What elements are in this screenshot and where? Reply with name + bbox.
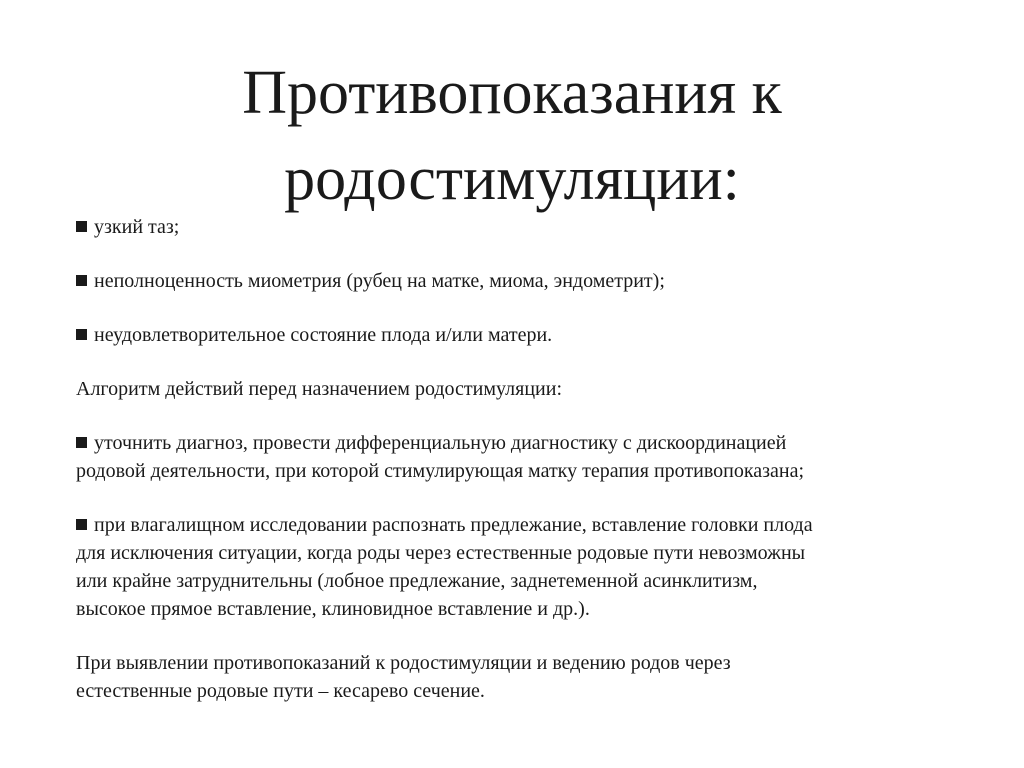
list-item-myometrium bbox=[76, 267, 976, 295]
list-item-fetus-condition bbox=[76, 321, 976, 349]
square-bullet-icon bbox=[76, 437, 87, 448]
square-bullet-icon bbox=[76, 221, 87, 232]
item-text-line-3: или крайне затруднительны (лобное предлежание, заднетеменной асинклитизм, bbox=[76, 570, 758, 592]
conclusion-line-2: естественные родовые пути – кесарево сечение. bbox=[76, 680, 485, 702]
square-bullet-icon bbox=[76, 275, 87, 286]
item-text: неудовлетворительное состояние плода и/или матери. bbox=[94, 324, 553, 346]
item-text-line-2: для исключения ситуации, когда роды через естественные родовые пути невозможны bbox=[76, 542, 806, 564]
item-text: узкий таз; bbox=[94, 216, 180, 238]
list-item-examination bbox=[76, 511, 976, 623]
square-bullet-icon bbox=[76, 519, 87, 530]
list-item-diagnosis bbox=[76, 429, 976, 485]
title-line-1: Противопоказания к bbox=[242, 59, 782, 127]
slide-title bbox=[0, 50, 1024, 222]
slide-body bbox=[76, 213, 976, 731]
conclusion-paragraph bbox=[76, 649, 976, 705]
item-text-line-4: высокое прямое вставление, клиновидное вставление и др.). bbox=[76, 598, 590, 620]
algorithm-heading bbox=[76, 375, 976, 403]
square-bullet-icon bbox=[76, 329, 87, 340]
item-text-line-2: родовой деятельности, при которой стимулирующая матку терапия противопоказана; bbox=[76, 460, 805, 482]
title-line-2: родостимуляции: bbox=[284, 145, 740, 213]
item-text: неполноценность миометрия (рубец на матке, миома, эндометрит); bbox=[94, 270, 665, 292]
item-text-line-1: уточнить диагноз, провести дифференциальную диагностику с дискоординацией bbox=[94, 432, 787, 454]
list-item-narrow-pelvis bbox=[76, 213, 976, 241]
item-text-line-1: при влагалищном исследовании распознать предлежание, вставление головки плода bbox=[94, 514, 813, 536]
heading-text: Алгоритм действий перед назначением родостимуляции: bbox=[76, 378, 562, 400]
conclusion-line-1: При выявлении противопоказаний к родостимуляции и ведению родов через bbox=[76, 652, 731, 674]
